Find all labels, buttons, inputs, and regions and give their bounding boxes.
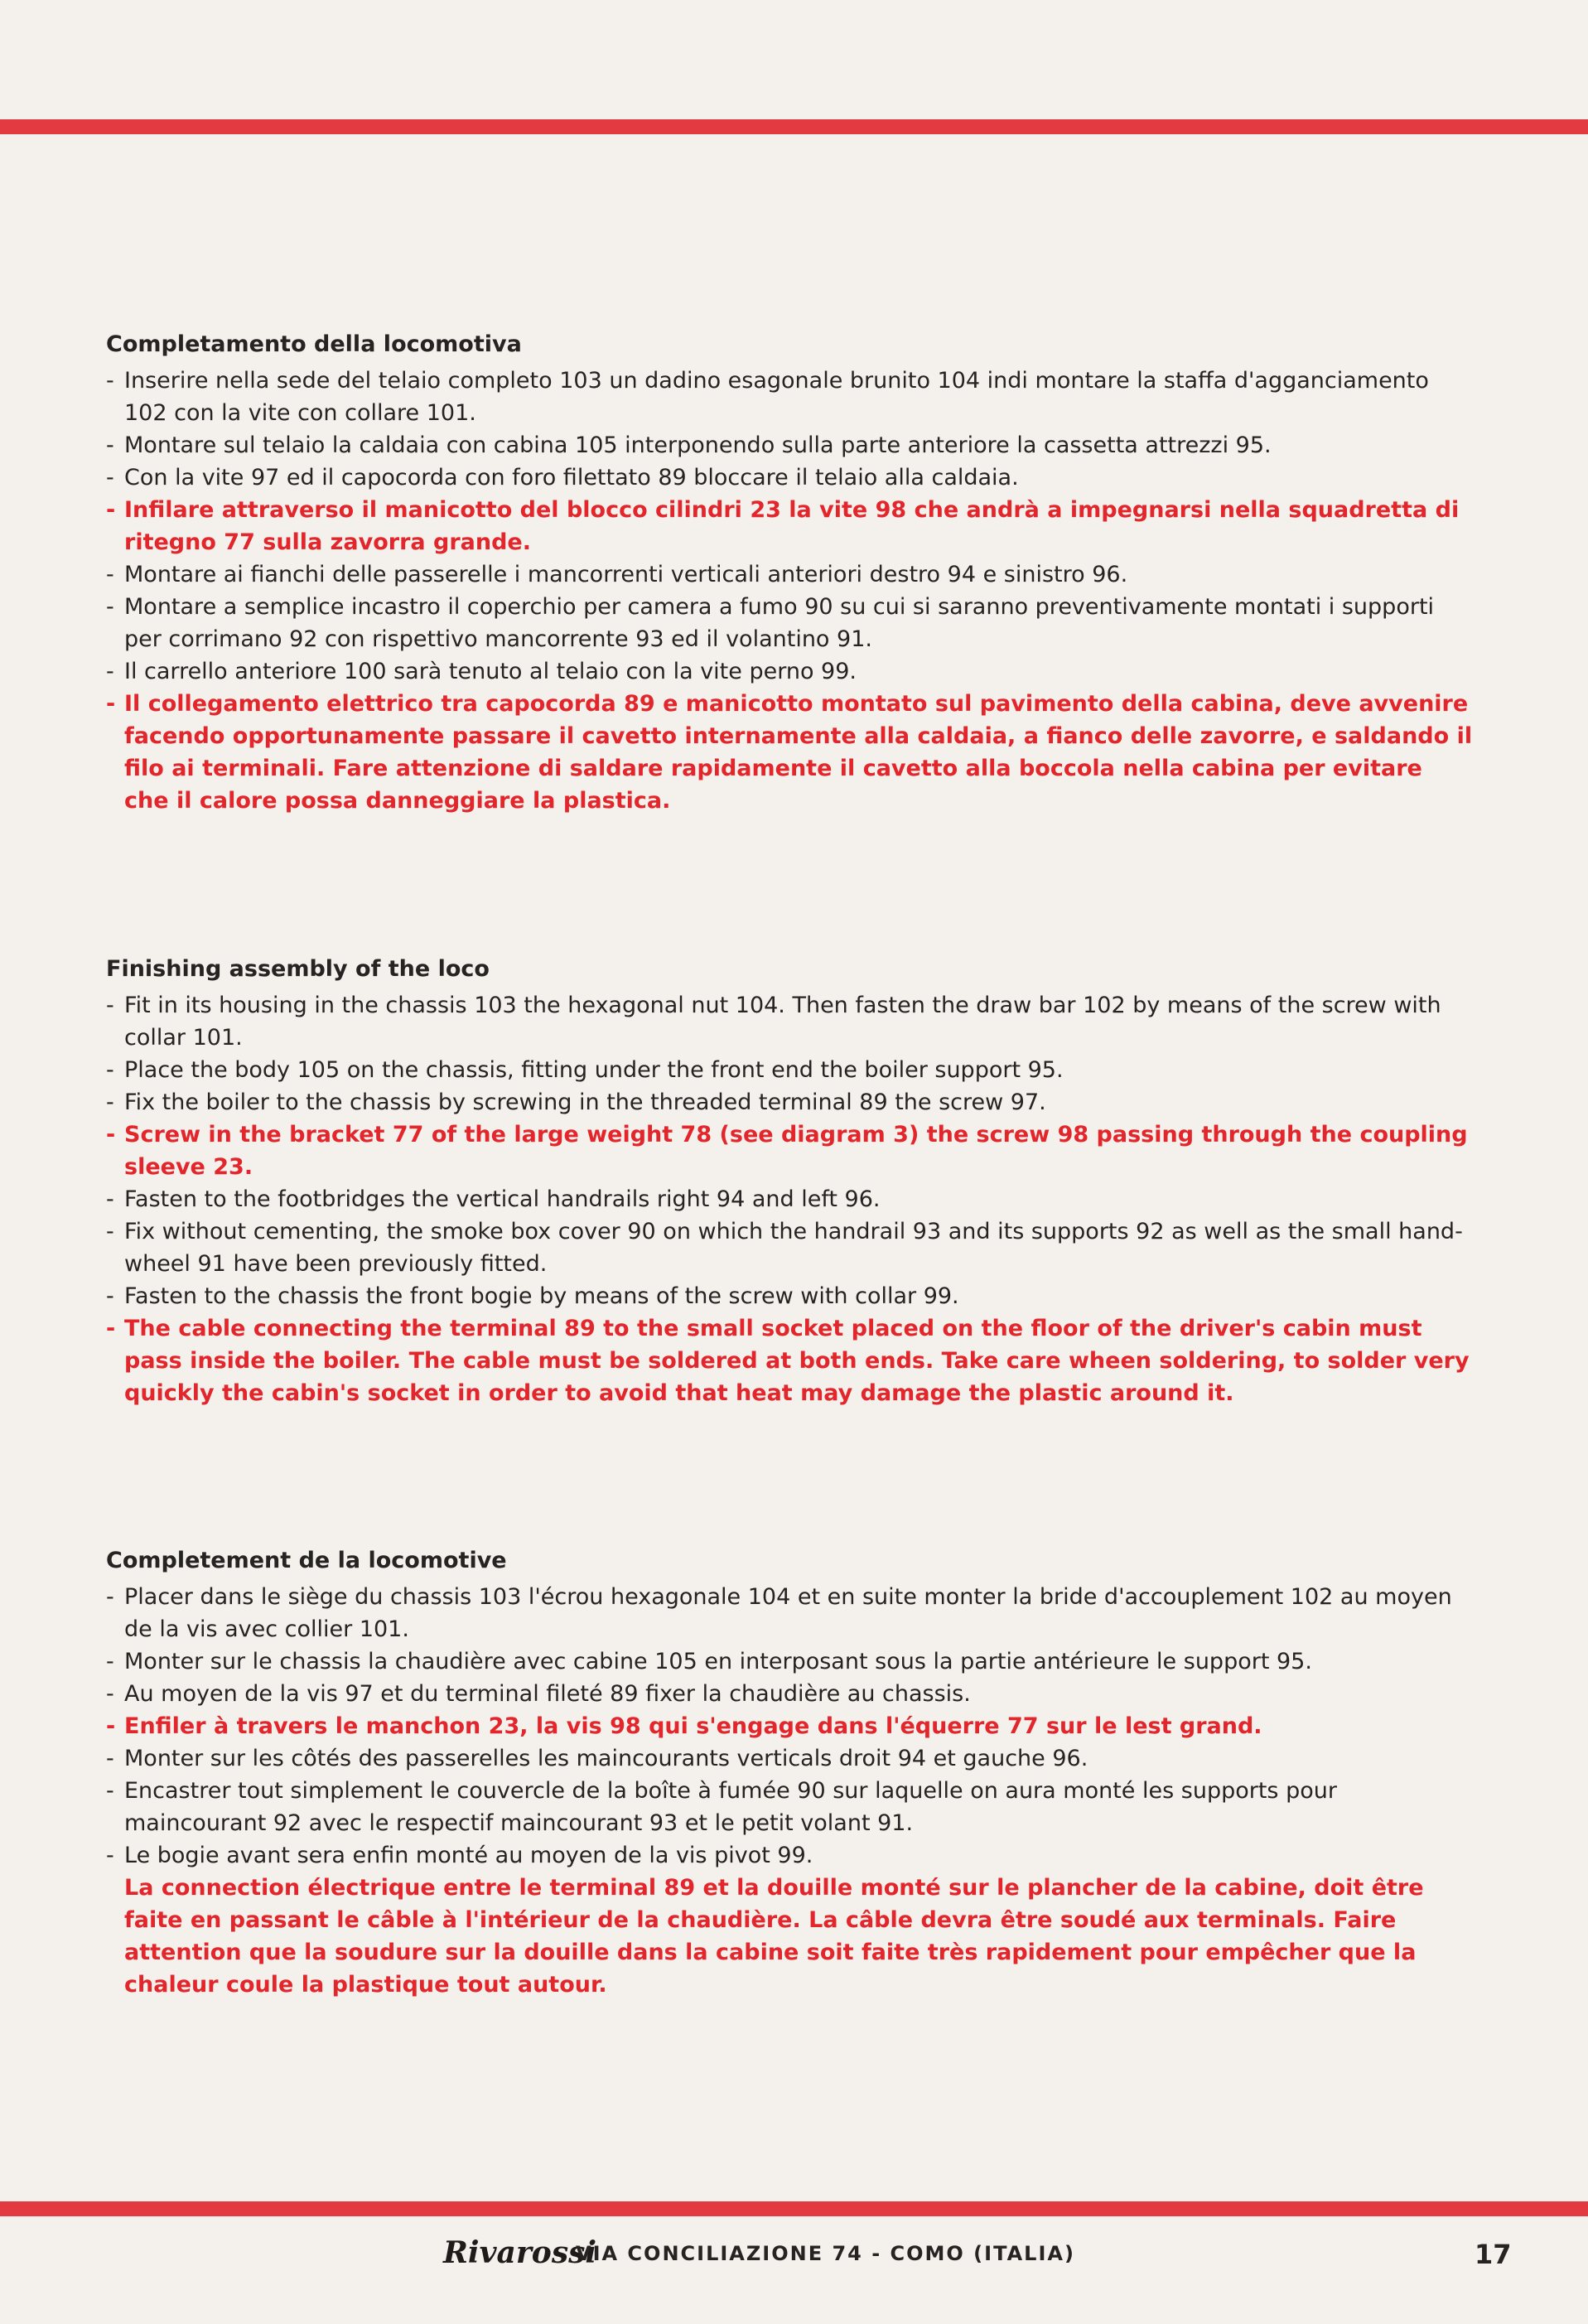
instruction-list — [106, 989, 1473, 1409]
instruction-item: - Fasten to the footbridges the vertical handrails right 94 and left 96. — [106, 1183, 1473, 1215]
instruction-item: - Montare ai fianchi delle passerelle i mancorrenti verticali anteriori destro 94 e sinistro 96. — [106, 558, 1473, 591]
instruction-item: - Montare a semplice incastro il coperchio per camera a fumo 90 su cui si saranno preventivamente montati i supporti per corrimano 92 con rispettivo mancorrente 93 ed il volantino 91. — [106, 591, 1473, 655]
instruction-item: - Au moyen de la vis 97 et du terminal fileté 89 fixer la chaudière au chassis. — [106, 1678, 1473, 1710]
instruction-item: - Il carrello anteriore 100 sarà tenuto al telaio con la vite perno 99. — [106, 655, 1473, 688]
instruction-item: - Encastrer tout simplement le couvercle de la boîte à fumée 90 sur laquelle on aura monté les supports pour maincourant 92 avec le respectif maincourant 93 et le petit volant 91. — [106, 1775, 1473, 1839]
instruction-item-highlighted: - Screw in the bracket 77 of the large weight 78 (see diagram 3) the screw 98 passing through the coupling sleeve 23. — [106, 1119, 1473, 1183]
section-title: Completement de la locomotive — [106, 1548, 507, 1573]
section-italian — [106, 330, 1473, 817]
section-title: Finishing assembly of the loco — [106, 956, 490, 982]
instruction-item-highlighted: - The cable connecting the terminal 89 to the small socket placed on the floor of the driver's cabin must pass inside the boiler. The cable must be soldered at both ends. Take care wheen soldering, to solder very quickly the cabin's socket in order to avoid that heat may damage the plastic around it. — [106, 1312, 1473, 1409]
instruction-item: - Fit in its housing in the chassis 103 the hexagonal nut 104. Then fasten the draw bar 102 by means of the screw with collar 101. — [106, 989, 1473, 1054]
instruction-item: - Le bogie avant sera enfin monté au moyen de la vis pivot 99. — [106, 1839, 1473, 1872]
instruction-item: - Con la vite 97 ed il capocorda con foro filettato 89 bloccare il telaio alla caldaia. — [106, 461, 1473, 494]
instruction-item: - Fix the boiler to the chassis by screwing in the threaded terminal 89 the screw 97. — [106, 1086, 1473, 1119]
instruction-item: - Monter sur les côtés des passerelles les maincourants verticals droit 94 et gauche 96. — [106, 1742, 1473, 1775]
footer — [443, 2235, 1520, 2282]
instruction-item: - Placer dans le siège du chassis 103 l'écrou hexagonale 104 et en suite monter la bride d'accouplement 102 au moyen de la vis avec collier 101. — [106, 1581, 1473, 1645]
instruction-item-highlighted: - Il collegamento elettrico tra capocorda 89 e manicotto montato sul pavimento della cabina, deve avvenire facendo opportunamente passare il cavetto internamente alla caldaia, a fianco delle zavorre, e saldando il filo ai terminali. Fare attenzione di saldare rapidamente il cavetto alla boccola nella cabina per evitare che il calore possa danneggiare la plastica. — [106, 688, 1473, 817]
instruction-item: - Montare sul telaio la caldaia con cabina 105 interponendo sulla parte anteriore la cassetta attrezzi 95. — [106, 429, 1473, 461]
instruction-item-highlighted: La connection électrique entre le terminal 89 et la douille monté sur le plancher de la cabine, doit être faite en passant le câble à l'intérieur de la chaudière. La câble devra être soudé aux terminals. Faire attention que la soudure sur la douille dans la cabine soit faite très rapidement pour empêcher que la chaleur coule la plastique tout autour. — [124, 1875, 1424, 1998]
instruction-list — [106, 1581, 1473, 2001]
section-french — [106, 1546, 1473, 2001]
instruction-item: - Place the body 105 on the chassis, fitting under the front end the boiler support 95. — [106, 1054, 1473, 1086]
instruction-item: - Inserire nella sede del telaio completo 103 un dadino esagonale brunito 104 indi montare la staffa d'agganciamento 102 con la vite con collare 101. — [106, 365, 1473, 429]
instruction-item: - Fix without cementing, the smoke box cover 90 on which the handrail 93 and its supports 92 as well as the small hand-wheel 91 have been previously fitted. — [106, 1215, 1473, 1280]
section-title: Completamento della locomotiva — [106, 331, 522, 357]
top-red-rule — [0, 119, 1588, 134]
section-english — [106, 954, 1473, 1409]
instruction-item-highlighted: - Enfiler à travers le manchon 23, la vis 98 qui s'engage dans l'équerre 77 sur le lest grand. — [106, 1710, 1473, 1742]
instruction-item-highlighted: - Infilare attraverso il manicotto del blocco cilindri 23 la vite 98 che andrà a impegnarsi nella squadretta di ritegno 77 sulla zavorra grande. — [106, 494, 1473, 558]
footer-address: VIA CONCILIAZIONE 74 - COMO (ITALIA) — [576, 2242, 1075, 2265]
instruction-item: - Fasten to the chassis the front bogie by means of the screw with collar 99. — [106, 1280, 1473, 1312]
rivarossi-logo: Rivarossi — [443, 2235, 597, 2270]
page-number: 17 — [1475, 2239, 1512, 2270]
instruction-list — [106, 365, 1473, 817]
bottom-red-rule — [0, 2201, 1588, 2216]
instruction-item: - Monter sur le chassis la chaudière avec cabine 105 en interposant sous la partie antérieure le support 95. — [106, 1645, 1473, 1678]
